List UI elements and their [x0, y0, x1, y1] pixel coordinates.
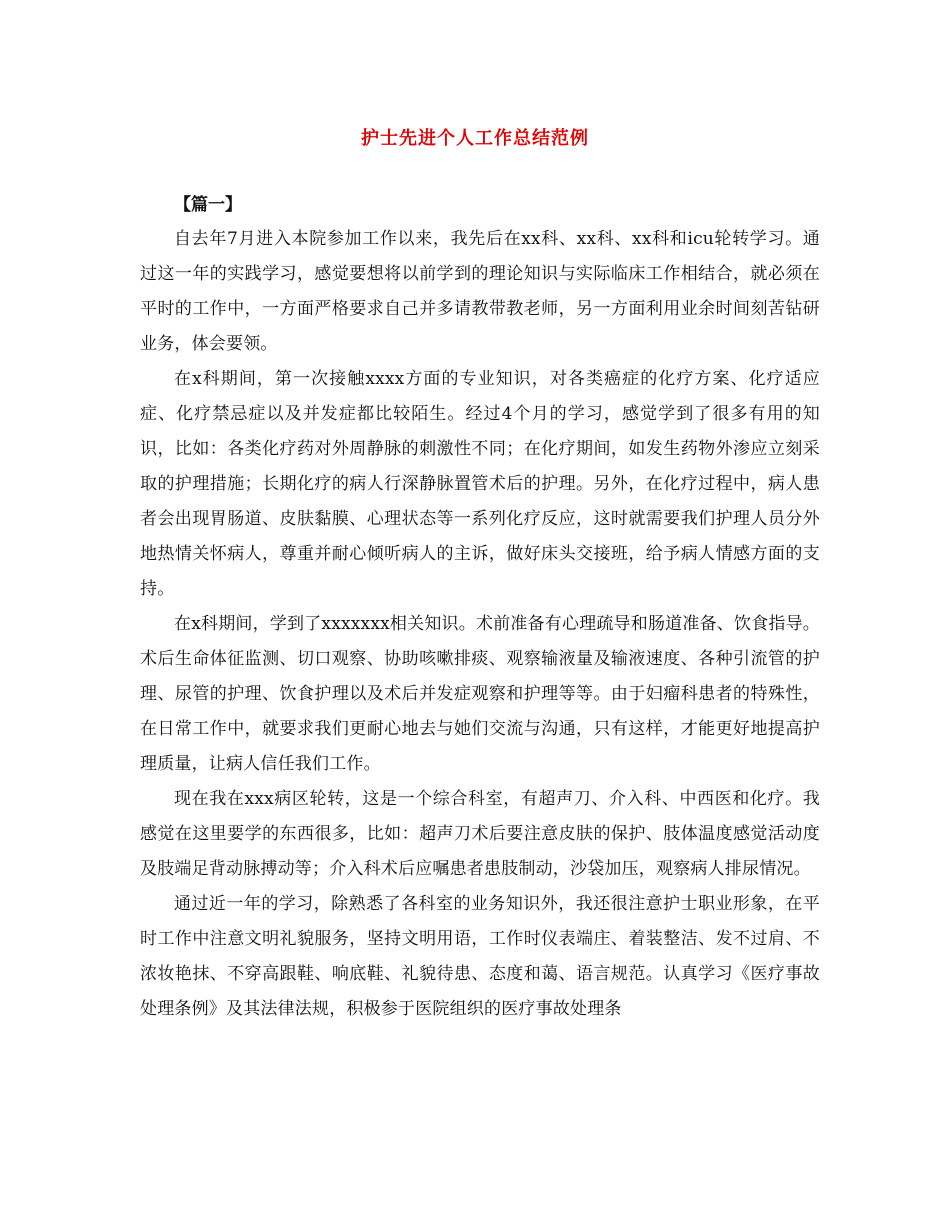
paragraph: 现在我在xxx病区轮转，这是一个综合科室，有超声刀、介入科、中西医和化疗。我感觉在这里要学的东西很多，比如：超声刀术后要注意皮肤的保护、肢体温度感觉活动度及肢端足背动脉搏动等；介入科术后应嘱患者患肢制动，沙袋加压，观察病人排尿情况。 — [140, 789, 820, 879]
paragraph: 在x科期间，第一次接触xxxx方面的专业知识，对各类癌症的化疗方案、化疗适应症、化疗禁忌症以及并发症都比较陌生。经过4个月的学习，感觉学到了很多有用的知识，比如：各类化疗药对外周静脉的刺激性不同；在化疗期间，如发生药物外渗应立刻采取的护理措施；长期化疗的病人行深静脉置管术后的护理。另外，在化疗过程中，病人患者会出现胃肠道、皮肤黏膜、心理状态等一系列化疗反应，这时就需要我们护理人员分外地热情关怀病人，尊重并耐心倾听病人的主诉，做好床头交接班，给予病人情感方面的支持。 — [140, 369, 820, 599]
paragraph: 在x科期间，学到了xxxxxxx相关知识。术前准备有心理疏导和肠道准备、饮食指导。术后生命体征监测、切口观察、协助咳嗽排痰、观察输液量及输液速度、各种引流管的护理、尿管的护理、饮食护理以及术后并发症观察和护理等等。由于妇瘤科患者的特殊性，在日常工作中，就要求我们更耐心地去与她们交流与沟通，只有这样，才能更好地提高护理质量，让病人信任我们工作。 — [140, 614, 820, 774]
paragraph: 通过近一年的学习，除熟悉了各科室的业务知识外，我还很注意护士职业形象，在平时工作中注意文明礼貌服务，坚持文明用语，工作时仪表端庄、着装整洁、发不过肩、不浓妆艳抹、不穿高跟鞋、响底鞋、礼貌待患、态度和蔼、语言规范。认真学习《医疗事故处理条例》及其法律法规，积极参于医院组织的医疗事故处理条 — [140, 894, 820, 1019]
document-body — [140, 222, 820, 1027]
document-title: 护士先进个人工作总结范例 — [361, 128, 589, 149]
paragraph: 自去年7月进入本院参加工作以来，我先后在xx科、xx科、xx科和icu轮转学习。通过这一年的实践学习，感觉要想将以前学到的理论知识与实际临床工作相结合，就必须在平时的工作中，一方面严格要求自己并多请教带教老师，另一方面利用业余时间刻苦钻研业务，体会要领。 — [140, 229, 820, 354]
section-label: 【篇一】 — [174, 195, 242, 215]
